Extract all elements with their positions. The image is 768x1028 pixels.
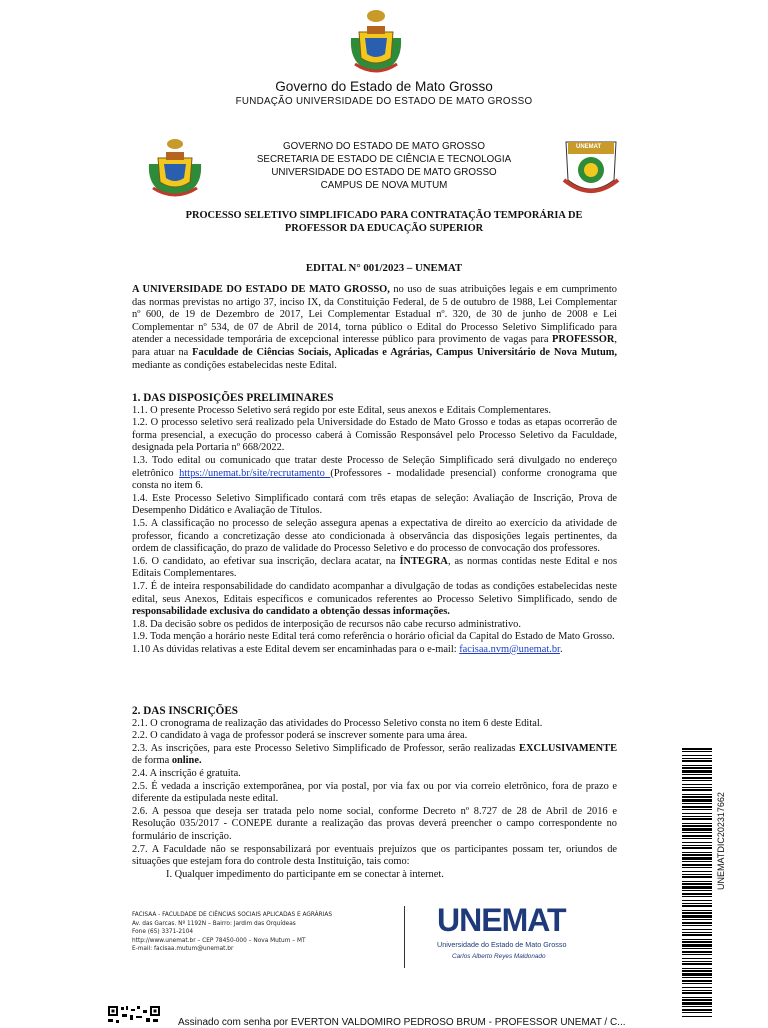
item-1-6-bold: ÍNTEGRA: [399, 555, 448, 567]
barcode-text: UNEMATDIC202317662: [716, 792, 726, 890]
item-2-3-text-a: 2.3. As inscrições, para este Processo Seletivo Simplificado de Professor, serão realizadas: [132, 742, 520, 754]
footer-contact: [132, 911, 392, 954]
edital-number: EDITAL N° 001/2023 – UNEMAT: [305, 262, 463, 274]
item-2-4: 2.4. A inscrição é gratuita.: [132, 767, 241, 779]
item-2-3-bold-1: EXCLUSIVAMENTE: [519, 742, 617, 754]
item-2-7-i: I. Qualquer impedimento do participante em se conectar à internet.: [166, 868, 444, 880]
inst-line-1: GOVERNO DO ESTADO DE MATO GROSSO: [283, 141, 485, 152]
item-1-6-text-a: 1.6. O candidato, ao efetivar sua inscrição, declara acatar, na: [132, 555, 400, 567]
footer-divider: [404, 906, 405, 968]
item-1-6-text-b: , as normas contidas neste Edital e nos Editais Complementares.: [132, 555, 617, 580]
footer-line-5: E-mail: facisaa.mutum@unemat.br: [132, 946, 234, 953]
item-1-6: [132, 556, 617, 581]
item-2-6: 2.6. A pessoa que deseja ser tratada pelo nome social, conforme Decreto nº 8.727 de 28 de Abril de 2016 e Resolução 035/2017 - CONEPE durante a realização das provas deverá preencher o campo correspondente no formulário de inscrição.: [132, 805, 617, 842]
item-1-10-text-b: .: [559, 643, 563, 655]
item-1-4: 1.4. Este Processo Seletivo Simplificado contará com três etapas de seleção: Avaliação de Inscrição, Prova de Desempenho Didático e Avaliação de Títulos.: [132, 492, 617, 517]
qr-code-icon: [106, 1004, 162, 1024]
item-1-9: 1.9. Toda menção a horário neste Edital terá como referência o horário oficial da Capital do Estado de Mato Grosso.: [132, 631, 615, 643]
item-1-3-text-a: 1.3. Todo edital ou comunicado que tratar deste Processo de Seleção Simplificado será divulgado no endereço eletrônico: [132, 454, 617, 479]
item-1-2: 1.2. O processo seletivo será realizado pela Universidade do Estado de Mato Grosso e todas as etapas ocorrerão de forma presencial, a execução do processo caberá à Comissão Responsável pelo Processo Seletivo da Faculdade, designada pela Portaria nº 668/2022.: [132, 417, 617, 454]
section-1-title: 1. DAS DISPOSIÇÕES PRELIMINARES: [132, 392, 334, 404]
item-2-7: 2.7. A Faculdade não se responsabilizará por eventuais prejuízos que os participantes possam ter, oriundos de situações que estejam fora do controle desta Instituição, tais como:: [132, 843, 617, 868]
inst-line-4: CAMPUS DE NOVA MUTUM: [320, 180, 448, 191]
section-1: [132, 392, 617, 656]
item-1-7-text-a: 1.7. É de inteira responsabilidade do candidato acompanhar a divulgação de todas as condições estabelecidas neste edital, seus Anexos, Editais específicos e comunicados referentes ao Processo Seletivo Simplificado, sendo de: [132, 580, 617, 605]
inst-line-2: SECRETARIA DE ESTADO DE CIÊNCIA E TECNOLOGIA: [256, 154, 512, 165]
intro-text-1: no uso de suas atribuições legais e em cumprimento das normas previstas no artigo 37, inciso IX, da Constituição Federal, de 5 de outubro de 1988, Lei Complementar nº 600, de 19 de Dezembro de 2017, Lei Complementar Estadual nº. 320, de 30 de junho de 2008 e Lei Complementar nº 534, de 07 de Abril de 2014, torna público o Edital do Processo Seletivo Simplificado para atender a necessidade temporária de excepcional interesse público para provimento de vagas para: [132, 284, 617, 346]
footer-unemat-logo: UNEMAT: [437, 902, 566, 938]
contact-email-link[interactable]: facisaa.nvm@unemat.br: [459, 643, 560, 655]
intro-bold-faculty: Faculdade de Ciências Sociais, Aplicadas e Agrárias, Campus Universitário de Nova Mutum,: [192, 346, 617, 358]
footer-line-1: FACISAA - FACULDADE DE CIÊNCIAS SOCIAIS APLICADAS E AGRÁRIAS: [132, 912, 332, 918]
item-2-1: 2.1. O cronograma de realização das atividades do Processo Seletivo consta no item 6 deste Edital.: [132, 717, 543, 729]
recruitment-link[interactable]: https://unemat.br/site/recrutamento: [179, 467, 331, 479]
unemat-seal-text: UNEMAT: [576, 144, 602, 150]
document-title-line2: PROFESSOR DA EDUCAÇÃO SUPERIOR: [284, 223, 484, 234]
inst-line-3: UNIVERSIDADE DO ESTADO DE MATO GROSSO: [271, 167, 497, 178]
header-subtitle: FUNDAÇÃO UNIVERSIDADE DO ESTADO DE MATO GROSSO: [235, 96, 533, 107]
section-2-title: 2. DAS INSCRIÇÕES: [132, 705, 238, 717]
item-1-5: 1.5. A classificação no processo de seleção assegura apenas a expectativa de direito ao exercício da atividade de professor, ficando a concretização desse ato condicionada à observância das disposições legais pertinentes, da ordem de classificação, do prazo de validade do Processo Seletivo e do processo de convocação dos professores.: [132, 517, 617, 555]
footer-line-2: Av. das Garcas. Nº 1192N – Bairro: Jardim das Orquídeas: [132, 920, 296, 927]
item-2-2: 2.2. O candidato à vaga de professor poderá se inscrever somente para uma área.: [132, 730, 468, 742]
intro-bold-lead: A UNIVERSIDADE DO ESTADO DE MATO GROSSO,: [132, 284, 390, 295]
item-1-7-bold: responsabilidade exclusiva do candidato a obtenção dessas informações.: [132, 606, 450, 618]
footer-line-3: Fone (65) 3371-2104: [132, 929, 194, 936]
intro-text-3: mediante as condições estabelecidas neste Edital.: [132, 359, 337, 371]
barcode-icon: [682, 748, 712, 1018]
item-1-3-text-b: (Professores - modalidade presencial) conforme cronograma que consta no item 6.: [132, 467, 617, 492]
intro-text-2: , para atuar na: [132, 334, 617, 358]
item-1-7: [132, 581, 617, 619]
header-title: Governo do Estado de Mato Grosso: [275, 79, 493, 94]
item-1-1: 1.1. O presente Processo Seletivo será regido por este Edital, seus anexos e Editais Complementares.: [132, 404, 551, 416]
item-1-3: [132, 455, 617, 493]
document-title: [0, 209, 768, 235]
footer-logo-subtitle: Universidade do Estado de Mato Grosso: [437, 940, 567, 949]
item-2-3-bold-2: online.: [171, 755, 202, 767]
signature-line: Assinado com senha por EVERTON VALDOMIRO PEDROSO BRUM - PROFESSOR UNEMAT / C...: [178, 1017, 626, 1028]
item-1-8: 1.8. Da decisão sobre os pedidos de interposição de recursos não cabe recurso administrativo.: [132, 618, 521, 630]
intro-bold-professor: PROFESSOR: [552, 334, 615, 346]
footer-logo-subtitle-2: Carlos Alberto Reyes Maldonado: [452, 953, 546, 960]
document-title-line1: PROCESSO SELETIVO SIMPLIFICADO PARA CONTRATAÇÃO TEMPORÁRIA DE: [185, 210, 583, 221]
item-2-3: [132, 743, 617, 768]
institution-header: [0, 140, 768, 192]
document-barcode: [682, 748, 712, 1018]
intro-paragraph: [132, 284, 617, 372]
section-2: [132, 705, 617, 881]
footer-line-4: http://www.unemat.br – CEP 78450-000 – Nova Mutum – MT: [132, 937, 306, 944]
item-2-3-text-b: de forma: [132, 755, 172, 767]
item-1-10: [132, 644, 617, 657]
state-coat-of-arms-top: [345, 8, 407, 74]
item-2-5: 2.5. É vedada a inscrição extemporânea, por via postal, por via fax ou por via correio eletrônico, fora de prazo e diferente da estipulada neste edital.: [132, 780, 617, 805]
item-1-10-text-a: 1.10 As dúvidas relativas a este Edital devem ser encaminhadas para o e-mail:: [132, 643, 460, 655]
